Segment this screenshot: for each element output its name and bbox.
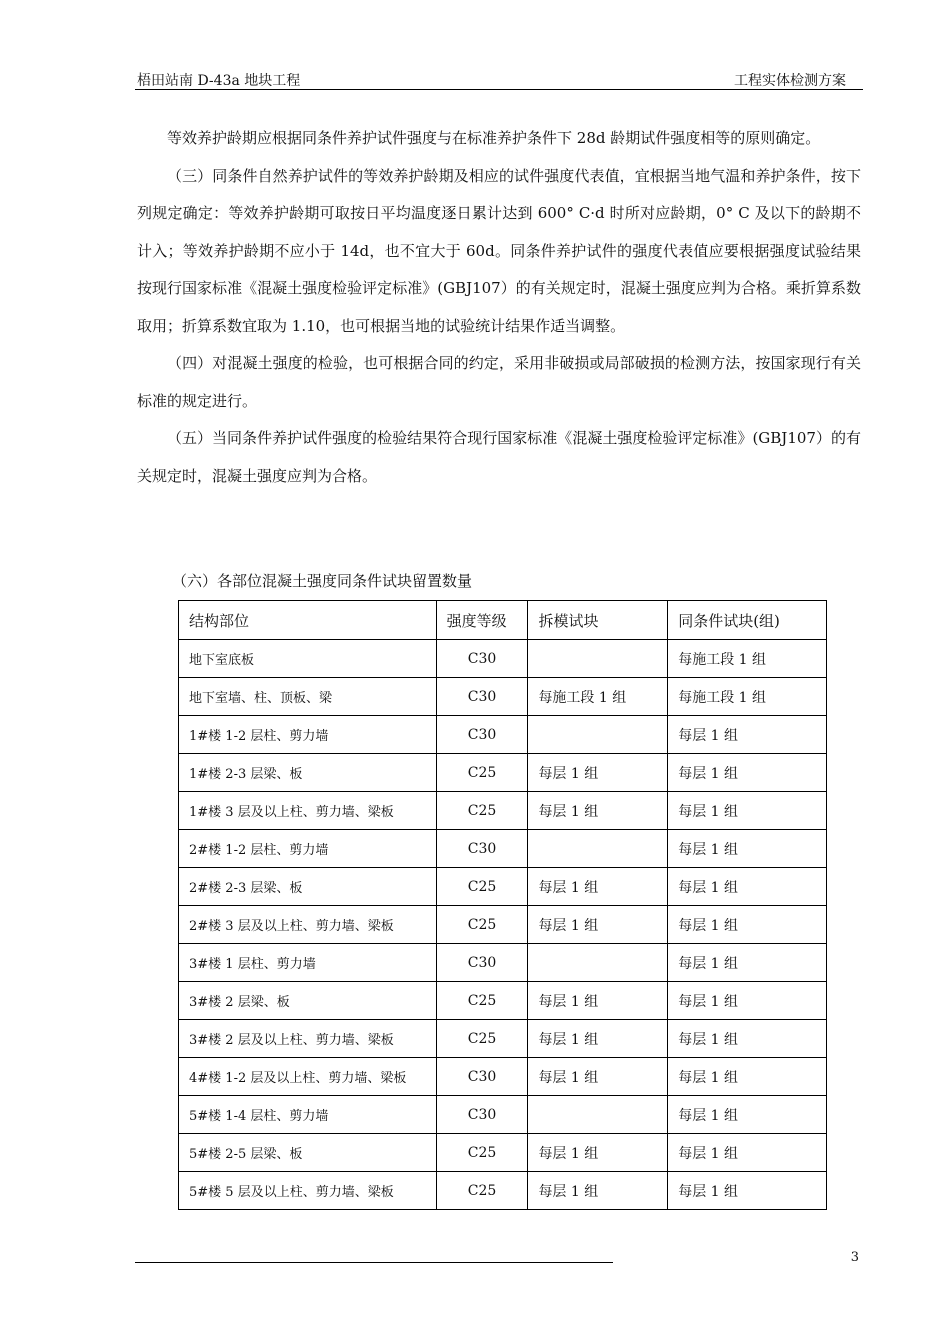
- paragraph: 等效养护龄期应根据同条件养护试件强度与在标准养护条件下 28d 龄期试件强度相等的原则确定。: [167, 129, 821, 147]
- specimen-table: [178, 600, 827, 1210]
- cell-form-removal: 每层 1 组: [528, 1172, 668, 1210]
- table-row: [179, 792, 827, 830]
- cell-form-removal: [528, 640, 668, 678]
- cell-same-condition: 每层 1 组: [668, 906, 827, 944]
- cell-form-removal: 每施工段 1 组: [528, 678, 668, 716]
- cell-grade: C30: [436, 1096, 528, 1134]
- cell-location: 2#楼 2-3 层梁、板: [179, 868, 437, 906]
- table-row: [179, 982, 827, 1020]
- paragraph: （四）对混凝土强度的检验，也可根据合同的约定，采用非破损或局部破损的检测方法，按国家现行有关标准的规定进行。: [137, 354, 861, 410]
- cell-location: 1#楼 1-2 层柱、剪力墙: [179, 716, 437, 754]
- column-header-location: 结构部位: [179, 601, 437, 640]
- paragraph: （五）当同条件养护试件强度的检验结果符合现行国家标准《混凝土强度检验评定标准》(GBJ107）的有关规定时，混凝土强度应判为合格。: [137, 429, 861, 485]
- cell-same-condition: 每施工段 1 组: [668, 678, 827, 716]
- table-row: [179, 944, 827, 982]
- cell-same-condition: 每施工段 1 组: [668, 640, 827, 678]
- cell-form-removal: [528, 830, 668, 868]
- cell-same-condition: 每层 1 组: [668, 716, 827, 754]
- cell-grade: C25: [436, 1172, 528, 1210]
- table-row: [179, 868, 827, 906]
- cell-same-condition: 每层 1 组: [668, 1172, 827, 1210]
- page-number: 3: [850, 1250, 859, 1265]
- table-row: [179, 1096, 827, 1134]
- cell-grade: C30: [436, 944, 528, 982]
- cell-form-removal: 每层 1 组: [528, 868, 668, 906]
- cell-grade: C25: [436, 754, 528, 792]
- cell-form-removal: 每层 1 组: [528, 792, 668, 830]
- cell-location: 3#楼 1 层柱、剪力墙: [179, 944, 437, 982]
- table-row: [179, 830, 827, 868]
- table-row: [179, 1020, 827, 1058]
- cell-grade: C25: [436, 868, 528, 906]
- cell-same-condition: 每层 1 组: [668, 1020, 827, 1058]
- column-header-same-condition: 同条件试块(组): [668, 601, 827, 640]
- table-row: [179, 640, 827, 678]
- cell-same-condition: 每层 1 组: [668, 792, 827, 830]
- cell-grade: C25: [436, 1134, 528, 1172]
- cell-location: 地下室墙、柱、顶板、梁: [179, 678, 437, 716]
- column-header-grade: 强度等级: [436, 601, 528, 640]
- table-caption: （六）各部位混凝土强度同条件试块留置数量: [172, 572, 473, 590]
- column-header-form-removal: 拆模试块: [528, 601, 668, 640]
- header-project-title: 梧田站南 D-43a 地块工程: [137, 73, 301, 89]
- table-row: [179, 678, 827, 716]
- cell-location: 5#楼 5 层及以上柱、剪力墙、梁板: [179, 1172, 437, 1210]
- cell-same-condition: 每层 1 组: [668, 982, 827, 1020]
- cell-form-removal: [528, 1096, 668, 1134]
- cell-form-removal: 每层 1 组: [528, 1020, 668, 1058]
- cell-grade: C30: [436, 1058, 528, 1096]
- cell-grade: C25: [436, 792, 528, 830]
- cell-grade: C25: [436, 906, 528, 944]
- cell-location: 2#楼 3 层及以上柱、剪力墙、梁板: [179, 906, 437, 944]
- header-rule: [135, 89, 863, 90]
- cell-location: 5#楼 2-5 层梁、板: [179, 1134, 437, 1172]
- cell-location: 3#楼 2 层及以上柱、剪力墙、梁板: [179, 1020, 437, 1058]
- cell-form-removal: 每层 1 组: [528, 1134, 668, 1172]
- cell-form-removal: 每层 1 组: [528, 754, 668, 792]
- table-row: [179, 1172, 827, 1210]
- cell-same-condition: 每层 1 组: [668, 1134, 827, 1172]
- cell-location: 3#楼 2 层梁、板: [179, 982, 437, 1020]
- cell-location: 地下室底板: [179, 640, 437, 678]
- table-row: [179, 716, 827, 754]
- cell-location: 5#楼 1-4 层柱、剪力墙: [179, 1096, 437, 1134]
- table-header-row: [179, 601, 827, 640]
- header-document-title: 工程实体检测方案: [734, 73, 846, 89]
- cell-form-removal: [528, 716, 668, 754]
- cell-form-removal: 每层 1 组: [528, 982, 668, 1020]
- body-text: [137, 120, 861, 495]
- table-row: [179, 754, 827, 792]
- cell-location: 4#楼 1-2 层及以上柱、剪力墙、梁板: [179, 1058, 437, 1096]
- cell-grade: C30: [436, 830, 528, 868]
- cell-location: 1#楼 3 层及以上柱、剪力墙、梁板: [179, 792, 437, 830]
- cell-grade: C30: [436, 716, 528, 754]
- paragraph: （三）同条件自然养护试件的等效养护龄期及相应的试件强度代表值，宜根据当地气温和养护条件，按下列规定确定：等效养护龄期可取按日平均温度逐日累计达到 600° C·d 时所对应龄期，0° C 及以下的龄期不计入；等效养护龄期不应小于 14d，也不宜大于 60d。同条件养护试件的强度代表值应要根据强度试验结果按现行国家标准《混凝土强度检验评定标准》(GBJ107）的有关规定时，混凝土强度应判为合格。乘折算系数取用；折算系数宜取为 1.10，也可根据当地的试验统计结果作适当调整。: [137, 166, 861, 335]
- cell-grade: C30: [436, 678, 528, 716]
- cell-same-condition: 每层 1 组: [668, 1096, 827, 1134]
- footer-rule: [135, 1262, 613, 1263]
- cell-same-condition: 每层 1 组: [668, 830, 827, 868]
- cell-same-condition: 每层 1 组: [668, 868, 827, 906]
- cell-grade: C25: [436, 982, 528, 1020]
- cell-grade: C25: [436, 1020, 528, 1058]
- cell-form-removal: 每层 1 组: [528, 1058, 668, 1096]
- table-row: [179, 1058, 827, 1096]
- cell-same-condition: 每层 1 组: [668, 944, 827, 982]
- cell-location: 2#楼 1-2 层柱、剪力墙: [179, 830, 437, 868]
- cell-same-condition: 每层 1 组: [668, 1058, 827, 1096]
- cell-location: 1#楼 2-3 层梁、板: [179, 754, 437, 792]
- cell-grade: C30: [436, 640, 528, 678]
- table-row: [179, 1134, 827, 1172]
- cell-same-condition: 每层 1 组: [668, 754, 827, 792]
- table-row: [179, 906, 827, 944]
- cell-form-removal: [528, 944, 668, 982]
- cell-form-removal: 每层 1 组: [528, 906, 668, 944]
